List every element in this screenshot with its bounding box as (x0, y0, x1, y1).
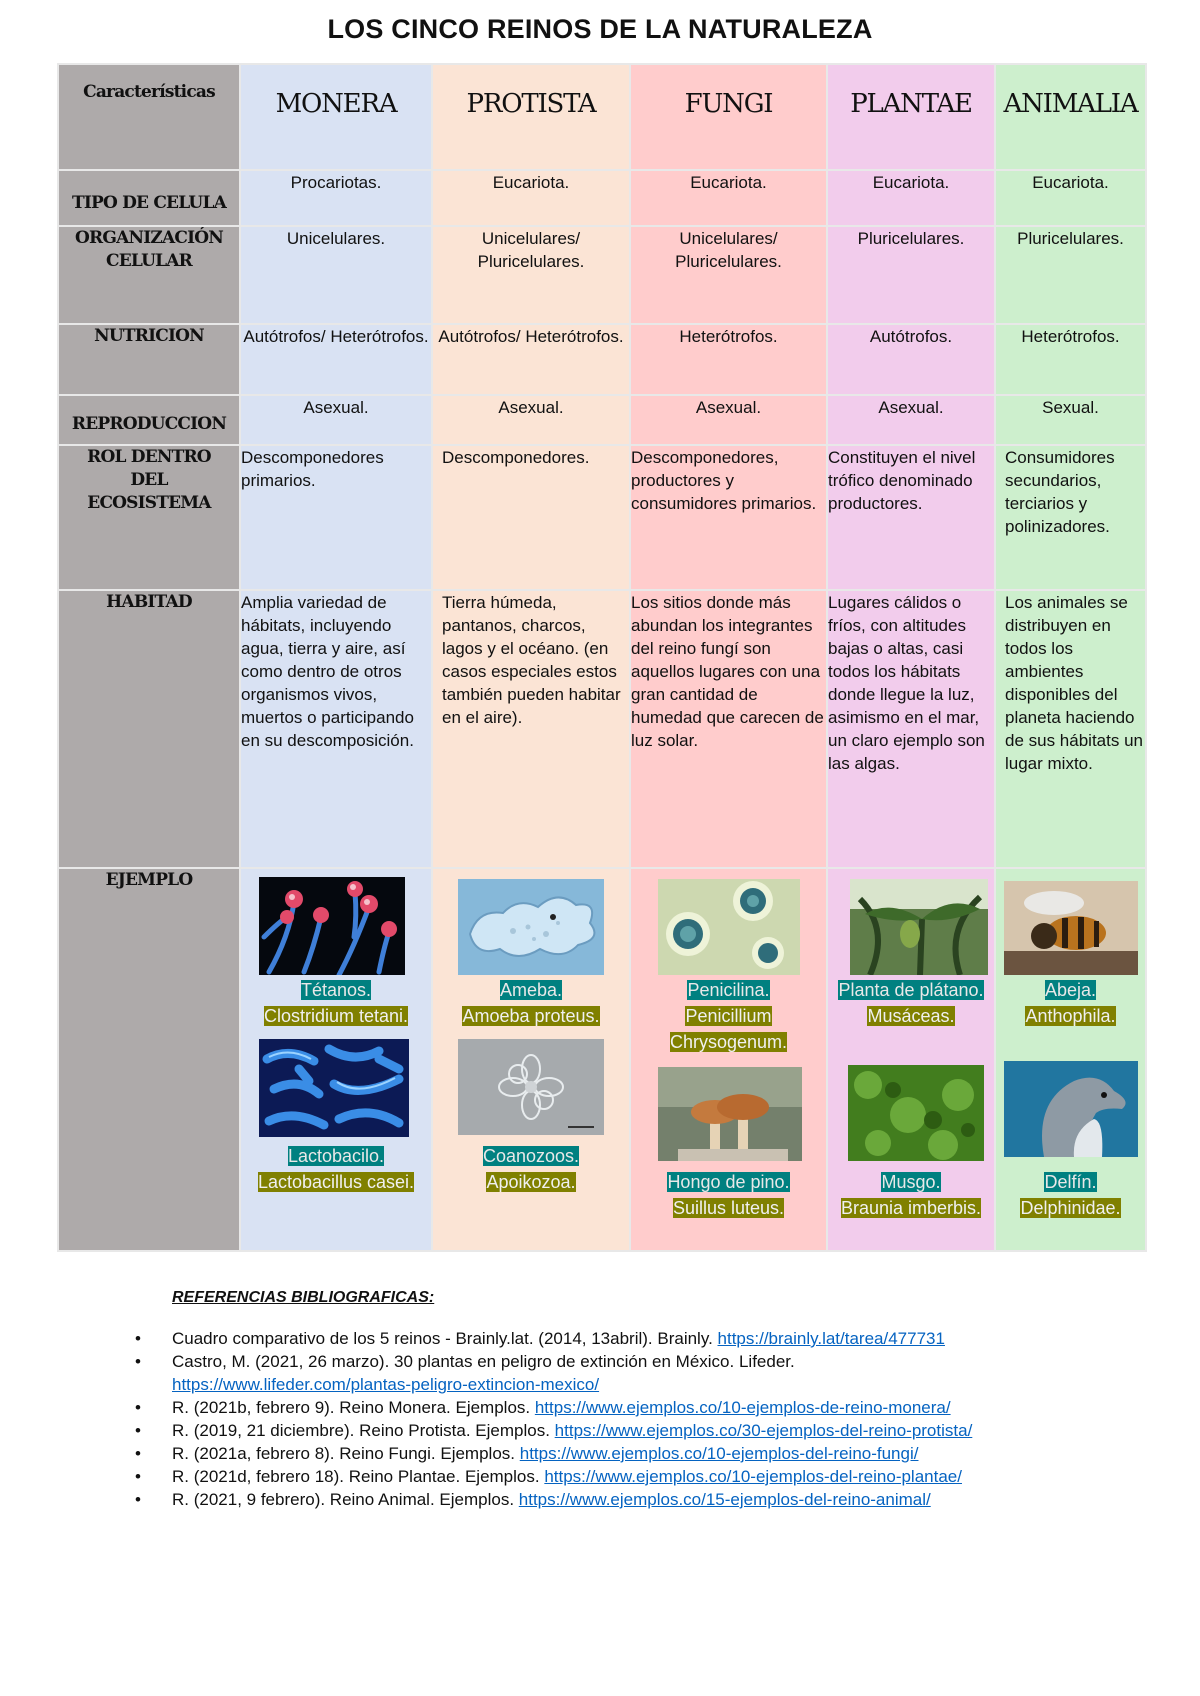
common-name: Lactobacilo. (287, 1146, 385, 1166)
table-cell: Unicelulares/ Pluricelulares. (630, 226, 827, 324)
table-cell: Asexual. (432, 395, 630, 445)
kingdom-name: ANIMALIA (1003, 89, 1138, 119)
row-label-line: CELULAR (105, 251, 192, 271)
table-cell: Lugares cálidos o fríos, con altitudes bajas o altas, casi todos los hábitats donde llegue la luz, asimismo en el mar, un claro ejemplo son las algas. (827, 590, 995, 868)
table-cell: Asexual. (827, 395, 995, 445)
table-row-ecosystem-role (58, 445, 1146, 590)
table-cell: Asexual. (630, 395, 827, 445)
kingdoms-comparison-table (57, 63, 1147, 1252)
kingdom-name: FUNGI (684, 89, 773, 119)
table-row-organization (58, 226, 1146, 324)
example-caption (631, 977, 826, 1055)
reference-link[interactable]: https://www.ejemplos.co/10-ejemplos-de-reino-monera/ (534, 1398, 951, 1417)
table-cell: Unicelulares/ Pluricelulares. (432, 226, 630, 324)
reference-link[interactable]: https://www.ejemplos.co/10-ejemplos-del-reino-fungi/ (519, 1444, 919, 1463)
reference-link[interactable]: https://brainly.lat/tarea/477731 (717, 1329, 945, 1348)
examples-monera (240, 868, 432, 1251)
table-row-nutrition (58, 324, 1146, 395)
references-list (132, 1327, 1092, 1511)
lactobacillus-image (259, 1039, 409, 1137)
row-label: HABITAD (58, 590, 240, 868)
row-label-line: DEL (130, 470, 168, 490)
common-name: Coanozoos. (482, 1146, 580, 1166)
table-cell: Eucariota. (630, 170, 827, 226)
row-label-line: ORGANIZACIÓN (75, 228, 223, 248)
references-title: REFERENCIAS BIBLIOGRAFICAS: (172, 1289, 435, 1306)
table-cell: Constituyen el nivel trófico denominado productores. (827, 445, 995, 590)
kingdom-name: MONERA (275, 89, 397, 119)
table-row-habitat (58, 590, 1146, 868)
banana-plant-image (850, 879, 988, 975)
row-label (58, 226, 240, 324)
row-label (58, 445, 240, 590)
table-cell: Eucariota. (827, 170, 995, 226)
reference-item (132, 1488, 1092, 1511)
table-cell: Autótrofos/ Heterótrofos. (240, 324, 432, 395)
table-row-examples (58, 868, 1146, 1251)
reference-item (132, 1327, 1092, 1350)
header-characteristics: Características (58, 64, 240, 170)
common-name: Musgo. (881, 1172, 941, 1192)
reference-link[interactable]: https://www.ejemplos.co/10-ejemplos-del-reino-plantae/ (544, 1467, 962, 1486)
table-cell: Consumidores secundarios, terciarios y polinizadores. (995, 445, 1146, 590)
example-caption (241, 977, 431, 1029)
kingdom-name: PROTISTA (466, 89, 596, 119)
table-cell: Autótrofos. (827, 324, 995, 395)
page-title: LOS CINCO REINOS DE LA NATURALEZA (327, 14, 873, 44)
example-caption (996, 977, 1145, 1029)
table-cell: Descomponedores, productores y consumidores primarios. (630, 445, 827, 590)
row-label: NUTRICION (58, 324, 240, 395)
examples-fungi (630, 868, 827, 1251)
table-cell: Descomponedores. (432, 445, 630, 590)
row-label-line: ECOSISTEMA (87, 493, 211, 513)
table-cell: Eucariota. (432, 170, 630, 226)
table-cell: Amplia variedad de hábitats, incluyendo agua, tierra y aire, así como dentro de otros organismos vivos, muertos o participando en su descomposición. (240, 590, 432, 868)
common-name: Abeja. (1044, 980, 1097, 1000)
row-label: TIPO DE CELULA (58, 170, 240, 226)
reference-item (132, 1350, 1092, 1396)
table-cell: Heterótrofos. (630, 324, 827, 395)
reference-link[interactable]: https://www.ejemplos.co/15-ejemplos-del-reino-animal/ (518, 1490, 931, 1509)
examples-protista (432, 868, 630, 1251)
reference-text: R. (2019, 21 diciembre). Reino Protista. Ejemplos. (172, 1421, 555, 1440)
scientific-name: Apoikozoa. (486, 1172, 576, 1192)
example-caption (433, 977, 629, 1029)
scientific-name: Suillus luteus. (672, 1198, 785, 1218)
scientific-name: Delphinidae. (1020, 1198, 1121, 1218)
reference-text: R. (2021d, febrero 18). Reino Plantae. Ejemplos. (172, 1467, 545, 1486)
table-cell: Pluricelulares. (995, 226, 1146, 324)
reference-text: Castro, M. (2021, 26 marzo). 30 plantas en peligro de extinción en México. Lifeder. (172, 1352, 795, 1371)
table-cell: Asexual. (240, 395, 432, 445)
example-caption (996, 1169, 1145, 1221)
row-label: REPRODUCCION (58, 395, 240, 445)
table-cell: Pluricelulares. (827, 226, 995, 324)
example-caption (631, 1169, 826, 1221)
amoeba-image (458, 879, 604, 975)
references-section (172, 1286, 1132, 1511)
table-row-cell-type (58, 170, 1146, 226)
common-name: Delfín. (1044, 1172, 1097, 1192)
moss-image (848, 1065, 984, 1161)
reference-text: R. (2021, 9 febrero). Reino Animal. Ejemplos. (172, 1490, 519, 1509)
scientific-name: Anthophila. (1025, 1006, 1116, 1026)
example-caption (828, 977, 994, 1029)
reference-item (132, 1442, 1092, 1465)
table-header-row (58, 64, 1146, 170)
table-cell: Unicelulares. (240, 226, 432, 324)
scientific-name: Penicillium Chrysogenum. (669, 1006, 788, 1052)
example-caption (241, 1143, 431, 1195)
reference-item (132, 1419, 1092, 1442)
reference-link[interactable]: https://www.lifeder.com/plantas-peligro-extincion-mexico/ (172, 1375, 600, 1394)
reference-text: R. (2021b, febrero 9). Reino Monera. Ejemplos. (172, 1398, 535, 1417)
table-cell: Heterótrofos. (995, 324, 1146, 395)
scientific-name: Braunia imberbis. (840, 1198, 982, 1218)
reference-text: Cuadro comparativo de los 5 reinos - Brainly.lat. (2014, 13abril). Brainly. (172, 1329, 718, 1348)
reference-item (132, 1396, 1092, 1419)
header-monera (240, 64, 432, 170)
examples-plantae (827, 868, 995, 1251)
table-cell: Tierra húmeda, pantanos, charcos, lagos y el océano. (en casos especiales estos también pueden habitar en el aire). (432, 590, 630, 868)
table-cell: Procariotas. (240, 170, 432, 226)
common-name: Planta de plátano. (838, 980, 984, 1000)
table-cell: Los sitios donde más abundan los integrantes del reino fungí son aquellos lugares con una gran cantidad de humedad que carecen de luz solar. (630, 590, 827, 868)
example-caption (433, 1143, 629, 1195)
scientific-name: Lactobacillus casei. (257, 1172, 415, 1192)
common-name: Ameba. (499, 980, 563, 1000)
table-cell: Eucariota. (995, 170, 1146, 226)
header-animalia (995, 64, 1146, 170)
table-row-reproduction (58, 395, 1146, 445)
common-name: Hongo de pino. (667, 1172, 790, 1192)
examples-animalia (995, 868, 1146, 1251)
bee-image (1004, 881, 1138, 975)
table-cell: Autótrofos/ Heterótrofos. (432, 324, 630, 395)
table-cell: Los animales se distribuyen en todos los ambientes disponibles del planeta haciendo de sus hábitats un lugar mixto. (995, 590, 1146, 868)
row-label-line: ROL DENTRO (87, 447, 211, 467)
header-fungi (630, 64, 827, 170)
choanozoa-image (458, 1039, 604, 1135)
header-protista (432, 64, 630, 170)
tetanus-bacteria-image (259, 877, 405, 975)
pine-mushroom-image (658, 1067, 802, 1161)
reference-text: R. (2021a, febrero 8). Reino Fungi. Ejemplos. (172, 1444, 520, 1463)
common-name: Tétanos. (300, 980, 372, 1000)
reference-item (132, 1465, 1092, 1488)
row-label: EJEMPLO (58, 868, 240, 1251)
penicillium-image (658, 879, 800, 975)
table-cell: Descomponedores primarios. (240, 445, 432, 590)
common-name: Penicilina. (687, 980, 770, 1000)
dolphin-image (1004, 1061, 1138, 1157)
scientific-name: Clostridium tetani. (263, 1006, 409, 1026)
header-plantae (827, 64, 995, 170)
kingdom-name: PLANTAE (850, 89, 972, 119)
scientific-name: Musáceas. (867, 1006, 955, 1026)
reference-link[interactable]: https://www.ejemplos.co/30-ejemplos-del-reino-protista/ (554, 1421, 973, 1440)
table-cell: Sexual. (995, 395, 1146, 445)
scientific-name: Amoeba proteus. (462, 1006, 600, 1026)
example-caption (828, 1169, 994, 1221)
